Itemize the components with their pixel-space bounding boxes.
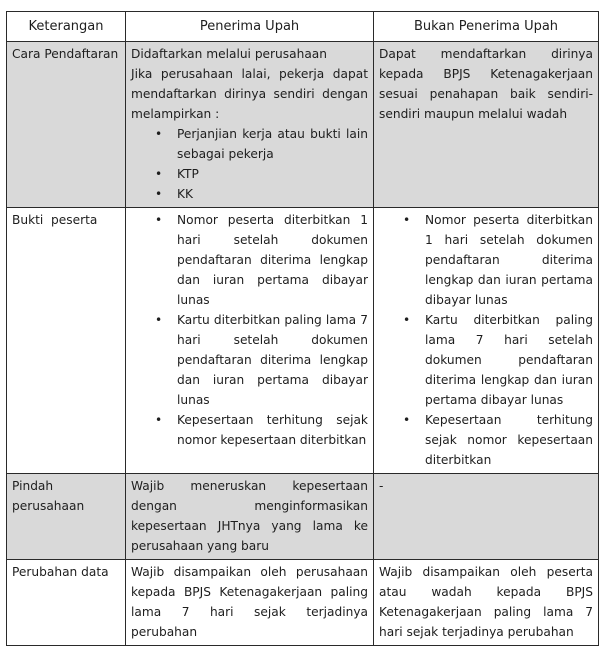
list-item: • Perjanjian kerja atau bukti lain sebagai pekerja [177, 124, 368, 164]
list-item: • Kepesertaan terhitung sejak nomor kepesertaan diterbitkan [177, 410, 368, 450]
list-item: • Kartu diterbitkan paling lama 7 hari setelah dokumen pendaftaran diterima lengkap dan iuran pertama dibayar lunas [177, 310, 368, 410]
cell-bukan [374, 208, 599, 474]
row-label: Pindah perusahaan [7, 474, 126, 560]
cell-bukan: Wajib disampaikan oleh peserta atau wadah kepada BPJS Ketenagakerjaan paling lama 7 hari sejak terjadinya perubahan [374, 560, 599, 646]
row-label: Cara Pendaftaran [7, 42, 126, 208]
row-label: Bukti peserta [7, 208, 126, 474]
list-item: • Kartu diterbitkan paling lama 7 hari setelah dokumen pendaftaran diterima lengkap dan iuran pertama dibayar lunas [425, 310, 593, 410]
cell-penerima [126, 42, 374, 208]
comparison-table [6, 11, 599, 646]
bullet-list [131, 210, 368, 450]
list-item: • KTP [177, 164, 368, 184]
row-label: Perubahan data [7, 560, 126, 646]
cell-penerima: Wajib meneruskan kepesertaan dengan menginformasikan kepesertaan JHTnya yang lama ke perusahaan yang baru [126, 474, 374, 560]
row-cara-pendaftaran [7, 42, 599, 208]
bullet-list [131, 124, 368, 204]
list-item: • KK [177, 184, 368, 204]
cell-penerima: Wajib disampaikan oleh perusahaan kepada BPJS Ketenagakerjaan paling lama 7 hari sejak terjadinya perubahan [126, 560, 374, 646]
header-keterangan: Keterangan [7, 12, 126, 42]
list-item: • Nomor peserta diterbitkan 1 hari setelah dokumen pendaftaran diterima lengkap dan iuran pertama dibayar lunas [177, 210, 368, 310]
list-item: • Nomor peserta diterbitkan 1 hari setelah dokumen pendaftaran diterima lengkap dan iuran pertama dibayar lunas [425, 210, 593, 310]
cell-text: Jika perusahaan lalai, pekerja dapat mendaftarkan dirinya sendiri dengan melampirkan : [131, 67, 368, 121]
row-bukti-peserta [7, 208, 599, 474]
header-row [7, 12, 599, 42]
header-penerima-upah: Penerima Upah [126, 12, 374, 42]
row-perubahan-data [7, 560, 599, 646]
list-item: • Kepesertaan terhitung sejak nomor kepesertaan diterbitkan [425, 410, 593, 470]
header-bukan-penerima-upah: Bukan Penerima Upah [374, 12, 599, 42]
cell-text: Didaftarkan melalui perusahaan [131, 47, 327, 61]
bullet-list [379, 210, 593, 470]
cell-penerima [126, 208, 374, 474]
cell-bukan: - [374, 474, 599, 560]
cell-bukan: Dapat mendaftarkan dirinya kepada BPJS Ketenagakerjaan sesuai penahapan baik sendiri-sendiri maupun melalui wadah [374, 42, 599, 208]
row-pindah-perusahaan [7, 474, 599, 560]
